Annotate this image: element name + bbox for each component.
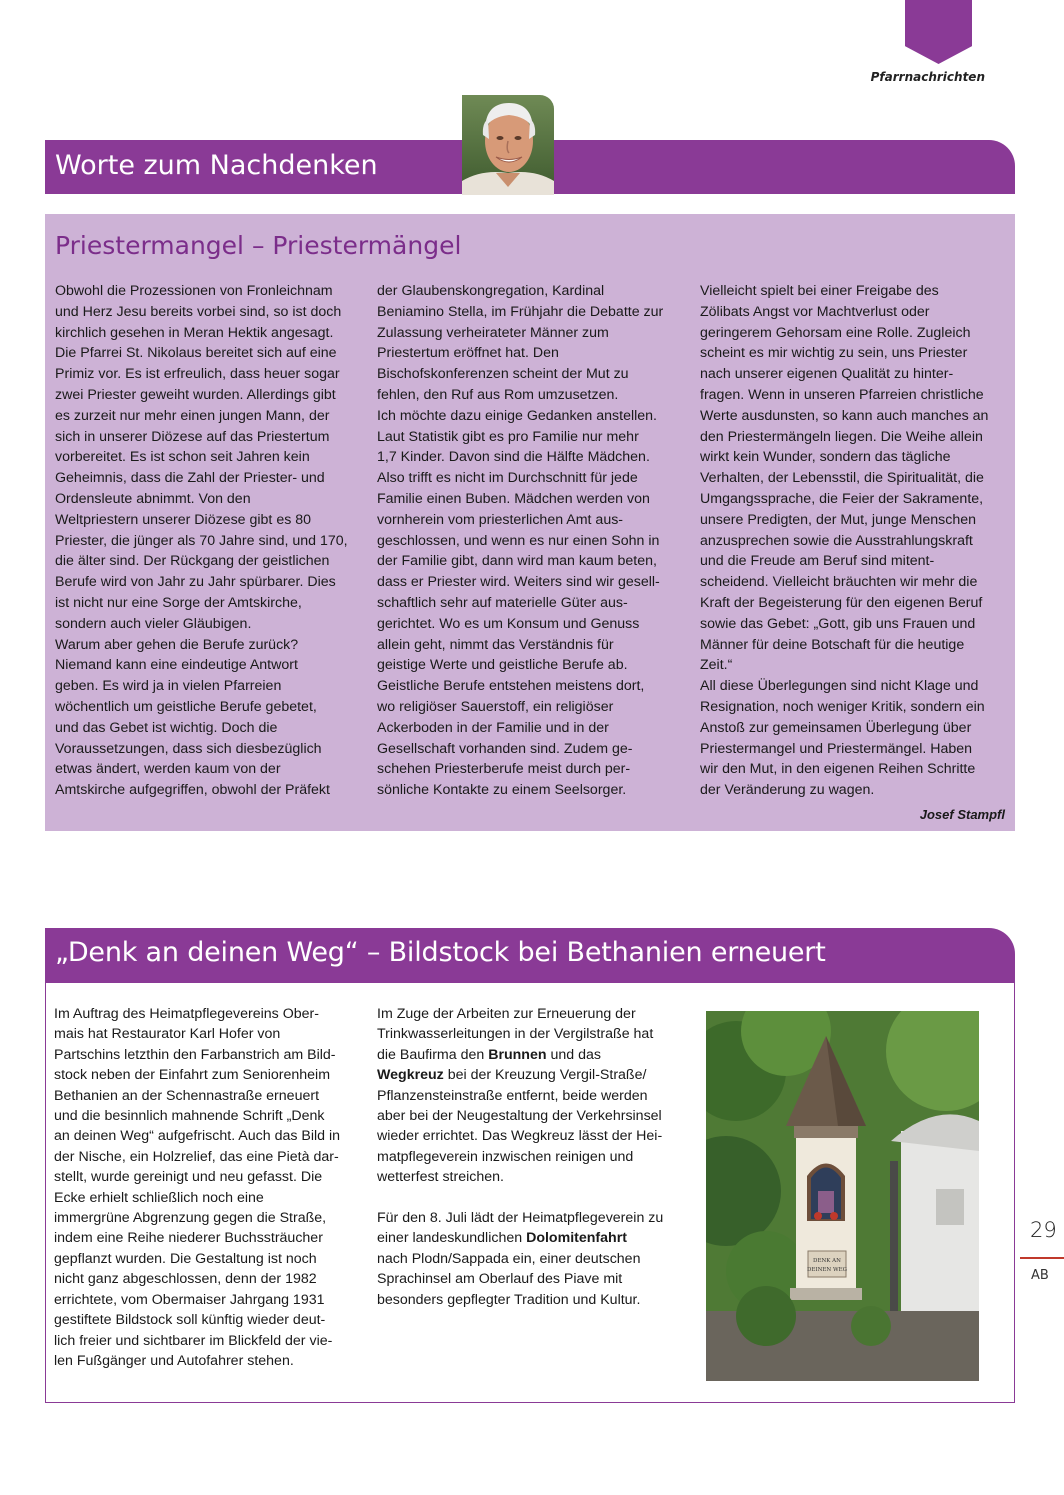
text-line: wieder errichtet. Das Wegkreuz lässt der Hei-: [377, 1128, 663, 1145]
text-line: indem eine Reihe niederer Buchssträucher: [54, 1230, 323, 1247]
text-line: zwei Priester geweiht wurden. Allerdings gibt: [55, 386, 336, 403]
text-line: wirkt kein Wunder, sondern das tägliche: [700, 449, 951, 466]
text-line: geringerem Gehorsam eine Rolle. Zugleich: [700, 324, 971, 341]
text-line: und das Gebet ist wichtig. Doch die: [55, 719, 278, 736]
text-line: unsere Predigten, der Mut, junge Menschen: [700, 511, 977, 528]
text-line: Zulassung verheirateter Männer zum: [377, 324, 609, 341]
text-line: Ich möchte dazu einige Gedanken anstellen.: [377, 407, 657, 424]
text-line: nach unserer eigenen Qualität zu hinter-: [700, 366, 954, 383]
text-line: Weltpriestern unserer Diözese gibt es 80: [55, 511, 312, 528]
text-line: Resignation, noch weniger Kritik, sondern ein: [700, 698, 985, 715]
text-line: fragen. Wenn in unseren Pfarreien christliche: [700, 386, 984, 403]
text-line: schaftlich sehr auf materielle Güter aus-: [377, 594, 628, 611]
article2-banner: [45, 928, 1015, 983]
text-line: dass er Priester wird. Weiters sind wir gesell-: [377, 574, 660, 591]
text-line: Familie einen Buben. Mädchen werden von: [377, 490, 650, 507]
text-line: matpflegeverein inzwischen reinigen und: [377, 1148, 634, 1165]
text-line: und die besinnlich mahnende Schrift „Denk: [54, 1108, 325, 1125]
text-line: geistige Werte und geistliche Berufe ab.: [377, 657, 628, 674]
text-line: Amtskirche aufgegriffen, obwohl der Präfekt: [55, 782, 330, 799]
text-line: Pflanzensteinstraße entfernt, beide werden: [377, 1087, 648, 1104]
text-line: Vielleicht spielt bei einer Freigabe des: [700, 283, 939, 299]
text-line: an deinen Weg“ aufgefrischt. Auch das Bild in: [54, 1128, 341, 1145]
text-line: wir den Mut, in den eigenen Reihen Schritte: [700, 761, 976, 778]
text-line: sowie das Gebet: „Gott, gib uns Frauen und: [700, 615, 976, 632]
text-line: der Nische, ein Holzrelief, das eine Pietà dar-: [54, 1148, 339, 1165]
text-line: Kraft der Begeisterung für den eigenen Beruf: [700, 594, 983, 611]
text-line: Priestermangel und Priestermängel. Haben: [700, 740, 973, 757]
text-line: [377, 1045, 663, 1065]
article1-author: Josef Stampfl: [919, 807, 1005, 822]
article2-title: „Denk an deinen Weg“ – Bildstock bei Bethanien erneuert: [55, 937, 826, 968]
text-line: scheidend. Vielleicht bräuchten wir mehr die: [700, 574, 978, 591]
text-line: lich freier und sichtbarer im Blickfeld der vie-: [54, 1332, 333, 1349]
text-line: Verhalten, der Lebensstil, die Spiritualität, die: [700, 470, 984, 487]
bildstock-photo: [706, 1011, 979, 1381]
text-line: Beniamino Stella, im Frühjahr die Debatte zur: [377, 303, 664, 320]
text-line: etwas ändert, werden kaum von der: [55, 761, 281, 778]
article1-title: Worte zum Nachdenken: [55, 150, 378, 181]
text-line: stock neben der Einfahrt zum Seniorenheim: [54, 1067, 331, 1084]
section-label: Pfarrnachrichten: [870, 70, 985, 84]
text-line: len Fußgänger und Autofahrer stehen.: [54, 1352, 294, 1369]
text-line: Bischofskonferenzen scheint der Mut zu: [377, 366, 629, 383]
text-line: der Veränderung zu wagen.: [700, 782, 875, 799]
text-line: Laut Statistik gibt es pro Familie nur mehr: [377, 428, 639, 445]
text-run: einer landeskundlichen: [377, 1230, 527, 1247]
text-line: Zölibats Angst vor Machtverlust oder: [700, 303, 930, 320]
article1-body: [45, 214, 1015, 831]
text-line: immergrüne Abgrenzung gegen die Straße,: [54, 1210, 327, 1227]
text-line: Sprachinsel am Oberlauf des Piave mit: [377, 1271, 623, 1288]
article1-column-2: [377, 281, 682, 801]
section-tab-marker: [905, 0, 972, 64]
text-line: und Herz Jesu bereits vorbei sind, so ist doch: [55, 303, 342, 320]
text-run: die Baufirma den: [377, 1046, 489, 1063]
text-line: Ackerboden in der Familie und in der: [377, 719, 609, 736]
text-line: Anstoß zur gemeinsamen Überlegung über: [700, 719, 972, 736]
text-line: mais hat Restaurator Karl Hofer von: [54, 1026, 281, 1043]
text-line: nicht ganz abgeschlossen, denn der 1982: [54, 1271, 317, 1288]
text-line: Zeit.“: [700, 657, 733, 674]
text-line: gepflanzt wurden. Die Gestaltung ist noch: [54, 1250, 317, 1267]
text-line: Geistliche Berufe entstehen meistens dort,: [377, 678, 645, 695]
bold-term-wegkreuz: Wegkreuz: [377, 1067, 444, 1084]
text-line: Priester, die jünger als 70 Jahre sind, und 170,: [55, 532, 348, 549]
text-line: 1,7 Kinder. Davon sind die Hälfte Mädchen.: [377, 449, 650, 466]
text-line: [377, 1065, 663, 1085]
text-line: Warum aber gehen die Berufe zurück?: [55, 636, 299, 653]
text-line: Im Zuge der Arbeiten zur Erneuerung der: [377, 1006, 636, 1022]
text-line: stellt, wurde gereinigt und neu gefasst. Die: [54, 1169, 323, 1186]
text-line: scheint es mir wichtig zu sein, uns Priester: [700, 345, 968, 362]
text-line: fehlen, den Ruf aus Rom umzusetzen.: [377, 386, 619, 403]
text-line: Gesellschaft vorhanden sind. Zudem ge-: [377, 740, 633, 757]
author-portrait: [462, 95, 554, 195]
article1-column-3: [700, 281, 1005, 801]
text-line: gestiftete Bildstock soll künftig wieder deut-: [54, 1312, 326, 1329]
article2-body: [45, 983, 1015, 1403]
text-line: sich in unserer Diözese auf das Priestertum: [55, 428, 330, 445]
text-line: aber bei der Neugestaltung der Verkehrsinsel: [377, 1108, 662, 1125]
text-line: Im Auftrag des Heimatpflegevereins Ober-: [54, 1006, 319, 1022]
text-line: der Glaubenskongregation, Kardinal: [377, 283, 605, 299]
text-line: es zurzeit nur mehr einen jungen Mann, der: [55, 407, 330, 424]
text-line: Priestertum eröffnet hat. Den: [377, 345, 559, 362]
text-line: Die Pfarrei St. Nikolaus bereitet sich auf eine: [55, 345, 337, 362]
text-line: wöchentlich um geistliche Berufe gebetet,: [55, 698, 317, 715]
publication-abbr: AB: [1031, 1268, 1049, 1283]
text-line: Für den 8. Juli lädt der Heimatpflegeverein zu: [377, 1210, 664, 1227]
text-line: Also trifft es nicht im Durchschnitt für jede: [377, 470, 638, 487]
text-line: Trinkwasserleitungen in der Vergilstraße hat: [377, 1026, 654, 1043]
text-line: errichtete, vom Obermaiser Jahrgang 1931: [54, 1291, 325, 1308]
text-run: bei der Kreuzung Vergil-Straße/: [443, 1067, 647, 1084]
article2-column-1: [54, 1004, 340, 1371]
page-number: 29: [1030, 1218, 1057, 1242]
text-line: All diese Überlegungen sind nicht Klage und: [700, 678, 979, 695]
text-line: Niemand kann eine eindeutige Antwort: [55, 657, 298, 674]
text-run: und das: [546, 1046, 601, 1063]
article2-column-2: [377, 1004, 663, 1310]
sign-line-1: DENK AN: [813, 1258, 841, 1264]
text-line: allein geht, nimmt das Verständnis für: [377, 636, 614, 653]
text-line: Geheimnis, dass die Zahl der Priester- und: [55, 470, 325, 487]
bold-term-dolomitenfahrt: Dolomitenfahrt: [526, 1230, 627, 1247]
sign-line-2: DEINEN WEG: [806, 1267, 848, 1273]
text-line: Obwohl die Prozessionen von Fronleichnam: [55, 283, 333, 299]
text-line: vorbereitet. Es ist schon seit Jahren kein: [55, 449, 310, 466]
text-line: gerichtet. Wo es um Konsum und Genuss: [377, 615, 640, 632]
text-line: wetterfest streichen.: [377, 1169, 504, 1186]
text-line: Partschins letzthin den Farbanstrich am Bild-: [54, 1046, 336, 1063]
text-line: Umgangssprache, die Feier der Sakramente,: [700, 490, 984, 507]
text-line: Berufe wird von Jahr zu Jahr spürbarer. Dies: [55, 574, 336, 591]
text-line: Primiz vor. Es ist erfreulich, dass heuer sogar: [55, 366, 340, 383]
text-line: sondern auch vieler Gläubigen.: [55, 615, 252, 632]
paragraph-gap: [377, 1188, 663, 1208]
text-line: Ordensleute abnimmt. Von den: [55, 490, 251, 507]
text-line: ist nicht nur eine Sorge der Amtskirche,: [55, 594, 302, 611]
text-line: der Familie gibt, dann wird man kaum beten,: [377, 553, 657, 570]
text-line: Werte ausdunsten, so kann auch manches an: [700, 407, 989, 424]
text-line: Bethanien an der Schennastraße erneuert: [54, 1087, 320, 1104]
text-line: sönliche Kontakte zu einem Seelsorger.: [377, 782, 627, 799]
text-line: wo religiöser Sauerstoff, ein religiöser: [377, 698, 614, 715]
text-line: den Priestermängeln liegen. Die Weihe allein: [700, 428, 983, 445]
text-line: schehen Priesterberufe meist durch per-: [377, 761, 631, 778]
text-line: und die Freude am Beruf sind mitent-: [700, 553, 935, 570]
text-line: geben. Es wird ja in vielen Pfarreien: [55, 678, 282, 695]
text-line: Voraussetzungen, dass sich diesbezüglich: [55, 740, 322, 757]
text-line: [377, 1228, 663, 1248]
text-line: Männer für deine Botschaft für die heutige: [700, 636, 965, 653]
article1-column-1: [55, 281, 360, 801]
text-line: Ecke erhielt schließlich noch eine: [54, 1189, 264, 1206]
text-line: geschlossen, und wenn es nur einen Sohn in: [377, 532, 660, 549]
text-line: vornherein vom priesterlichen Amt aus-: [377, 511, 624, 528]
text-line: besonders gepflegter Tradition und Kultur.: [377, 1291, 641, 1308]
text-line: die älter sind. Der Rückgang der geistlichen: [55, 553, 330, 570]
text-line: kirchlich gesehen in Meran Hektik angesagt.: [55, 324, 334, 341]
bold-term-brunnen: Brunnen: [488, 1046, 547, 1063]
article1-subtitle: Priestermangel – Priestermängel: [55, 231, 462, 260]
page-number-rule: [1020, 1257, 1064, 1259]
text-line: nach Plodn/Sappada ein, einer deutschen: [377, 1250, 641, 1267]
text-line: anzusprechen sowie die Ausstrahlungskraft: [700, 532, 973, 549]
